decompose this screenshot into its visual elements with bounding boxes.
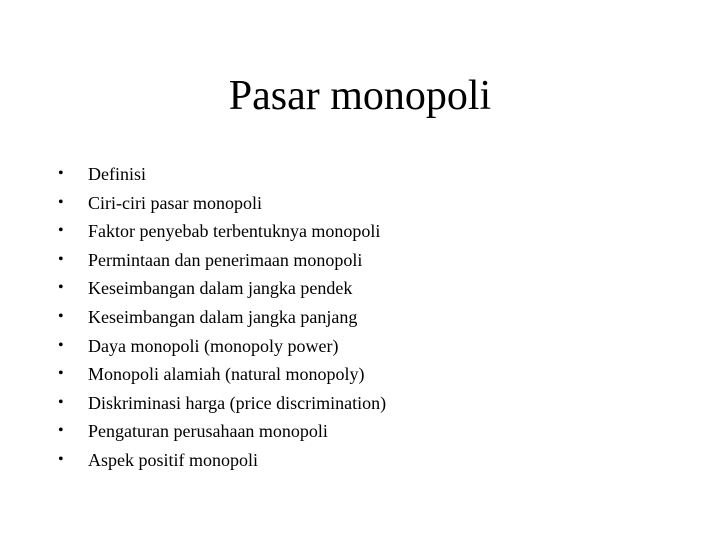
bullet-icon: • xyxy=(58,165,64,182)
bullet-icon: • xyxy=(58,393,64,411)
list-item-text: Faktor penyebab terbentuknya monopoli xyxy=(88,221,381,242)
list-item-text: Permintaan dan penerimaan monopoli xyxy=(88,249,363,270)
list-item-text: Keseimbangan dalam jangka panjang xyxy=(88,306,358,327)
list-item-text: Daya monopoli (monopoly power) xyxy=(88,335,339,356)
list-item xyxy=(58,189,386,218)
list-item xyxy=(58,160,386,189)
slide-title: Pasar monopoli xyxy=(228,73,492,119)
bullet-icon: • xyxy=(58,307,64,325)
list-item-text: Keseimbangan dalam jangka pendek xyxy=(88,278,353,299)
list-item xyxy=(58,303,386,332)
bullet-icon: • xyxy=(58,193,64,211)
bullet-icon: • xyxy=(58,365,64,383)
list-item xyxy=(58,389,386,418)
bullet-icon: • xyxy=(58,250,64,268)
list-item-text: Ciri-ciri pasar monopoli xyxy=(88,192,262,213)
bullet-icon: • xyxy=(58,422,64,440)
bullet-icon: • xyxy=(58,222,64,240)
list-item-text: Definisi xyxy=(88,164,146,184)
list-item-text: Monopoli alamiah (natural monopoly) xyxy=(88,364,365,385)
list-item-text: Pengaturan perusahaan monopoli xyxy=(88,421,328,442)
list-item xyxy=(58,217,386,246)
bullet-list xyxy=(58,160,386,475)
list-item xyxy=(58,417,386,446)
list-item-text: Aspek positif monopoli xyxy=(88,449,258,470)
list-item xyxy=(58,360,386,389)
list-item xyxy=(58,446,386,475)
bullet-icon: • xyxy=(58,450,64,468)
list-item xyxy=(58,246,386,275)
list-item xyxy=(58,332,386,361)
bullet-icon: • xyxy=(58,279,64,297)
list-item xyxy=(58,274,386,303)
list-item-text: Diskriminasi harga (price discrimination) xyxy=(88,392,387,413)
bullet-icon: • xyxy=(58,336,64,354)
